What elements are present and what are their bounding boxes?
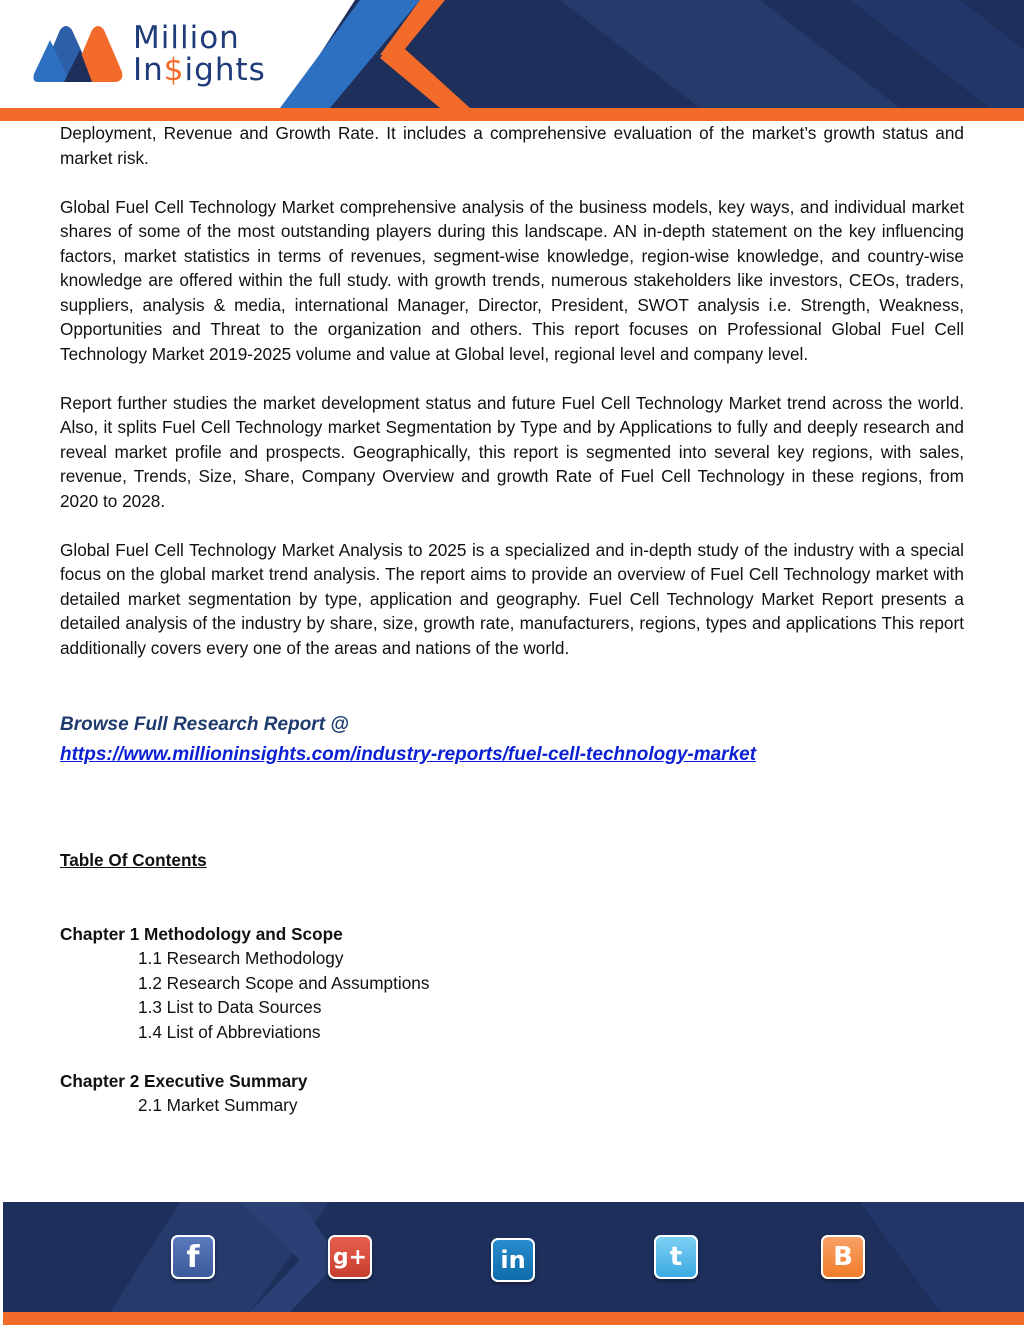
blogger-icon[interactable]: B bbox=[821, 1235, 865, 1279]
toc-chapter-1 bbox=[60, 922, 964, 1045]
paragraph-2: Global Fuel Cell Technology Market comprehensive analysis of the business models, key ways, and individual market shares of some of the most outstanding players during this landscape. AN in-depth statement on the key influencing factors, market statistics in terms of revenues, segment-wise knowledge, region-wise knowledge, and country-wise knowledge are offered within the full study. with growth trends, numerous stakeholders like investors, CEOs, traders, suppliers, analysis & media, international Manager, Director, President, SWOT analysis i.e. Strength, Weakness, Opportunities and Threat to the organization and others. This report focuses on Professional Global Fuel Cell Technology Market 2019-2025 volume and value at Global level, regional level and company level. bbox=[60, 196, 964, 364]
twitter-icon[interactable]: t bbox=[654, 1235, 698, 1279]
paragraph-3: Report further studies the market development status and future Fuel Cell Technology Market trend across the world. Also, it splits Fuel Cell Technology market Segmentation by Type and by Applications to fully and deeply research and reveal market profile and prospects. Geographically, this report is segmented into several key regions, with sales, revenue, Trends, Size, Share, Company Overview and growth Rate of Fuel Cell Technology in these regions, from 2020 to 2028. bbox=[60, 392, 964, 511]
facebook-icon[interactable]: f bbox=[171, 1235, 215, 1279]
toc-item: 1.1 Research Methodology bbox=[138, 948, 344, 968]
logo-text bbox=[133, 22, 266, 86]
toc-title: Table Of Contents bbox=[60, 850, 207, 870]
logo-line2: In$ights bbox=[133, 52, 266, 88]
page-header bbox=[0, 0, 1024, 122]
linkedin-icon[interactable]: in bbox=[491, 1238, 535, 1282]
logo-mark-icon bbox=[30, 22, 125, 86]
paragraph-4: Global Fuel Cell Technology Market Analysis to 2025 is a specialized and in-depth study of the industry with a special focus on the global market trend analysis. The report aims to provide an overview of Fuel Cell Technology market with detailed market segmentation by type, application and geography. Fuel Cell Technology Market Report presents a detailed analysis of the industry by share, size, growth rate, manufacturers, regions, types and applications This report additionally covers every one of the areas and nations of the world. bbox=[60, 539, 964, 658]
toc-item: 1.4 List of Abbreviations bbox=[138, 1021, 321, 1042]
chapter-title: Chapter 1 Methodology and Scope bbox=[60, 923, 343, 944]
report-link[interactable]: https://www.millioninsights.com/industry-reports/fuel-cell-technology-market bbox=[60, 744, 757, 765]
google-plus-icon[interactable]: g+ bbox=[328, 1235, 372, 1279]
toc-item: 1.2 Research Scope and Assumptions bbox=[138, 972, 430, 993]
toc-item: 1.3 List to Data Sources bbox=[138, 997, 322, 1017]
toc-chapter-2 bbox=[60, 1069, 964, 1118]
document-body bbox=[60, 121, 964, 1118]
paragraph-1: Deployment, Revenue and Growth Rate. It includes a comprehensive evaluation of the market’s growth status and market risk. bbox=[60, 123, 964, 168]
logo bbox=[30, 22, 280, 92]
logo-line1: Million bbox=[133, 20, 240, 56]
browse-label: Browse Full Research Report @ bbox=[60, 714, 349, 735]
toc-item: 2.1 Market Summary bbox=[138, 1095, 298, 1115]
chapter-title: Chapter 2 Executive Summary bbox=[60, 1070, 308, 1091]
logo-dollar: $ bbox=[163, 52, 185, 88]
